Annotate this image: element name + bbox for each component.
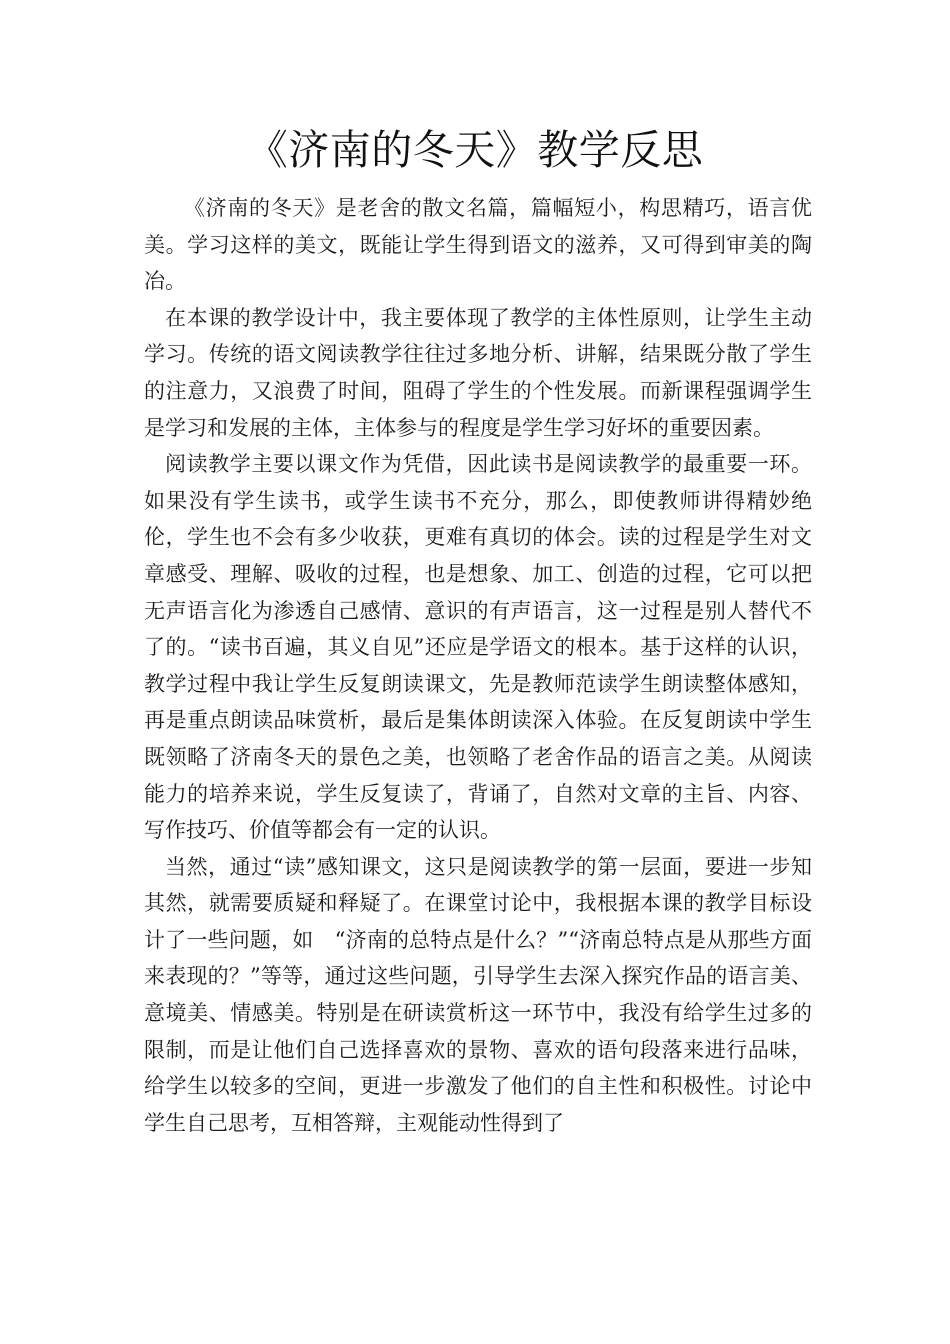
paragraph-reading: 阅读教学主要以课文作为凭借，因此读书是阅读教学的最重要一环。如果没有学生读书，或学生读书不充分，那么，即使教师讲得精妙绝伦，学生也不会有多少收获，更难有真切的体会。读的过程是学生对文章感受、理解、吸收的过程，也是想象、加工、创造的过程，它可以把无声语言化为渗透自己感情、意识的有声语言，这一过程是别人替代不了的。“读书百遍，其义自见”还应是学语文的根本。基于这样的认识，教学过程中我让学生反复朗读课文，先是教师范读学生朗读整体感知，再是重点朗读品味赏析，最后是集体朗读深入体验。在反复朗读中学生既领略了济南冬天的景色之美，也领略了老舍作品的语言之美。从阅读能力的培养来说，学生反复读了，背诵了，自然对文章的主旨、内容、写作技巧、价值等都会有一定的认识。 [144,452,812,843]
document-title: 《济南的冬天》教学反思 [246,126,704,174]
paragraph-discussion: 当然，通过“读”感知课文，这只是阅读教学的第一层面，要进一步知其然，就需要质疑和释疑了。在课堂讨论中，我根据本课的教学目标设计了一些问题，如 “济南的总特点是什么？”“济南总特点是从那些方面来表现的？”等等，通过这些问题，引导学生去深入探究作品的语言美、意境美、情感美。特别是在研读赏析这一环节中，我没有给学生过多的限制，而是让他们自己选择喜欢的景物、喜欢的语句段落来进行品味，给学生以较多的空间，更进一步激发了他们的自主性和积极性。讨论中学生自己思考，互相答辩，主观能动性得到了 [144,854,812,1135]
document-body [144,190,812,1141]
paragraph-design: 在本课的教学设计中，我主要体现了教学的主体性原则，让学生主动学习。传统的语文阅读教学往往过多地分析、讲解，结果既分散了学生的注意力，又浪费了时间，阻碍了学生的个性发展。而新课程强调学生是学习和发展的主体，主体参与的程度是学生学习好坏的重要因素。 [144,305,812,440]
paragraph-intro: 《济南的冬天》是老舍的散文名篇，篇幅短小，构思精巧，语言优美。学习这样的美文，既能让学生得到语文的滋养，又可得到审美的陶冶。 [144,196,812,294]
